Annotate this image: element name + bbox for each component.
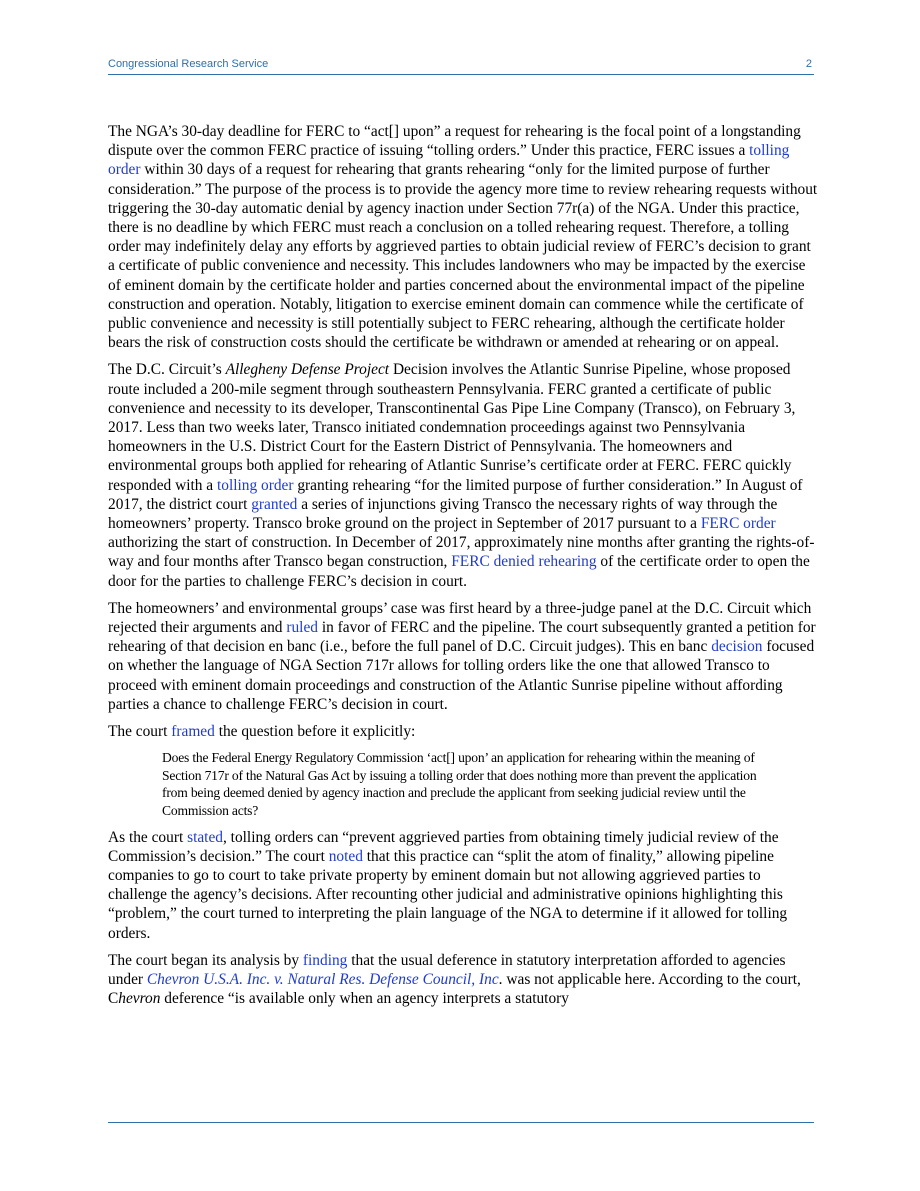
paragraph-chevron: The court began its analysis by finding that the usual deference in statutory interpretation afforded to agencies under Chevron U.S.A. Inc. v. Natural Res. Defense Council, Inc. was not applicable here. According to the court, Chevron deference “is available only when an agency interprets a statutory: [108, 951, 801, 1008]
ferc-denied-rehearing-link[interactable]: FERC denied rehearing: [451, 553, 597, 571]
tolling-order-link-2[interactable]: tolling order: [217, 476, 294, 494]
header-org-name: Congressional Research Service: [108, 58, 269, 70]
document-body: [108, 122, 820, 1017]
stated-link[interactable]: stated: [187, 828, 223, 846]
finding-link[interactable]: finding: [302, 951, 348, 969]
framed-link[interactable]: framed: [171, 723, 215, 741]
ferc-order-link[interactable]: FERC order: [700, 515, 776, 533]
paragraph-en-banc: The homeowners’ and environmental groups’ case was first heard by a three-judge panel at the D.C. Circuit which rejected their arguments and ruled in favor of FERC and the pipeline. The court subsequently granted a petition for rehearing of that decision en banc (i.e., before the full panel of D.C. Circuit judges). This en banc decision focused on whether the language of NGA Section 717r allows for tolling orders like the one that allowed Transco to proceed with eminent domain proceedings and construction of the Atlantic Sunrise pipeline without affording parties a chance to challenge FERC’s decision in court.: [108, 599, 816, 713]
decision-link[interactable]: decision: [711, 638, 763, 656]
granted-link[interactable]: granted: [251, 495, 298, 513]
case-name-italic: Allegheny Defense Project: [225, 361, 390, 379]
page-header: [108, 56, 814, 75]
block-quote: Does the Federal Energy Regulatory Commission ‘act[] upon’ an application for rehearing within the meaning of Section 717r of the Natural Gas Act by issuing a tolling order that does nothing more than prevent the application from being deemed denied by agency inaction and preclude the applicant from seeking judicial review until the Commission acts?: [162, 750, 757, 819]
paragraph-court-stated: As the court stated, tolling orders can “prevent aggrieved parties from obtaining timely judicial review of the Commission’s decision.” The court noted that this practice can “split the atom of finality,” allowing pipeline companies to go to court to take private property by eminent domain but not allowing aggrieved parties to challenge the agency’s decisions. After recounting other judicial and administrative opinions highlighting this “problem,” the court turned to interpreting the plain language of the NGA to determine if it allowed for tolling orders.: [108, 828, 788, 942]
paragraph-allegheny-decision: The D.C. Circuit’s Allegheny Defense Project Decision involves the Atlantic Sunrise Pipeline, whose proposed route included a 200-mile segment through southeastern Pennsylvania. FERC granted a certificate of public convenience and necessity to its developer, Transcontinental Gas Pipe Line Company (Transco), on February 3, 2017. Less than two weeks later, Transco initiated condemnation proceedings against two Pennsylvania homeowners in the U.S. District Court for the Eastern District of Pennsylvania. The homeowners and environmental groups both applied for rehearing of Atlantic Sunrise’s certificate order at FERC. FERC quickly responded with a tolling order granting rehearing “for the limited purpose of further consideration.” In August of 2017, the district court granted a series of injunctions giving Transco the necessary rights of way through the homeowners’ property. Transco broke ground on the project in September of 2017 pursuant to a FERC order authorizing the start of construction. In December of 2017, approximately nine months after granting the rights-of-way and four months after Transco began construction, FERC denied rehearing of the certificate order to open the door for the parties to challenge FERC’s decision in court.: [108, 361, 815, 590]
paragraph-framed-question: The court framed the question before it explicitly:: [108, 723, 416, 741]
noted-link[interactable]: noted: [328, 847, 363, 865]
footer-rule: [108, 1122, 814, 1123]
chevron-case-link[interactable]: Chevron U.S.A. Inc. v. Natural Res. Defense Council, Inc: [146, 971, 499, 989]
page-number: 2: [805, 58, 812, 70]
ruled-link[interactable]: ruled: [286, 619, 318, 637]
paragraph-tolling-orders: The NGA’s 30-day deadline for FERC to “act[] upon” a request for rehearing is the focal point of a longstanding dispute over the common FERC practice of issuing “tolling orders.” Under this practice, FERC issues a tolling order within 30 days of a request for rehearing that grants rehearing “only for the limited purpose of further consideration.” The purpose of the process is to provide the agency more time to review rehearing requests without triggering the 30-day automatic denial by agency inaction under Section 77r(a) of the NGA. Under this practice, there is no deadline by which FERC must reach a conclusion on a tolled rehearing request. Therefore, a tolling order may indefinitely delay any efforts by aggrieved parties to obtain judicial review of FERC’s decision to grant a certificate of public convenience and necessity. This includes landowners who may be impacted by the exercise of eminent domain by the certificate holder and parties concerned about the environmental impact of the pipeline construction and operation. Notably, litigation to exercise eminent domain can commence while the certificate of public convenience and necessity is still potentially subject to FERC rehearing, although the certificate holder bears the risk of construction costs should the certificate be withdrawn or amended at rehearing or on appeal.: [108, 123, 818, 352]
tolling-order-link[interactable]: tolling order: [108, 142, 790, 179]
